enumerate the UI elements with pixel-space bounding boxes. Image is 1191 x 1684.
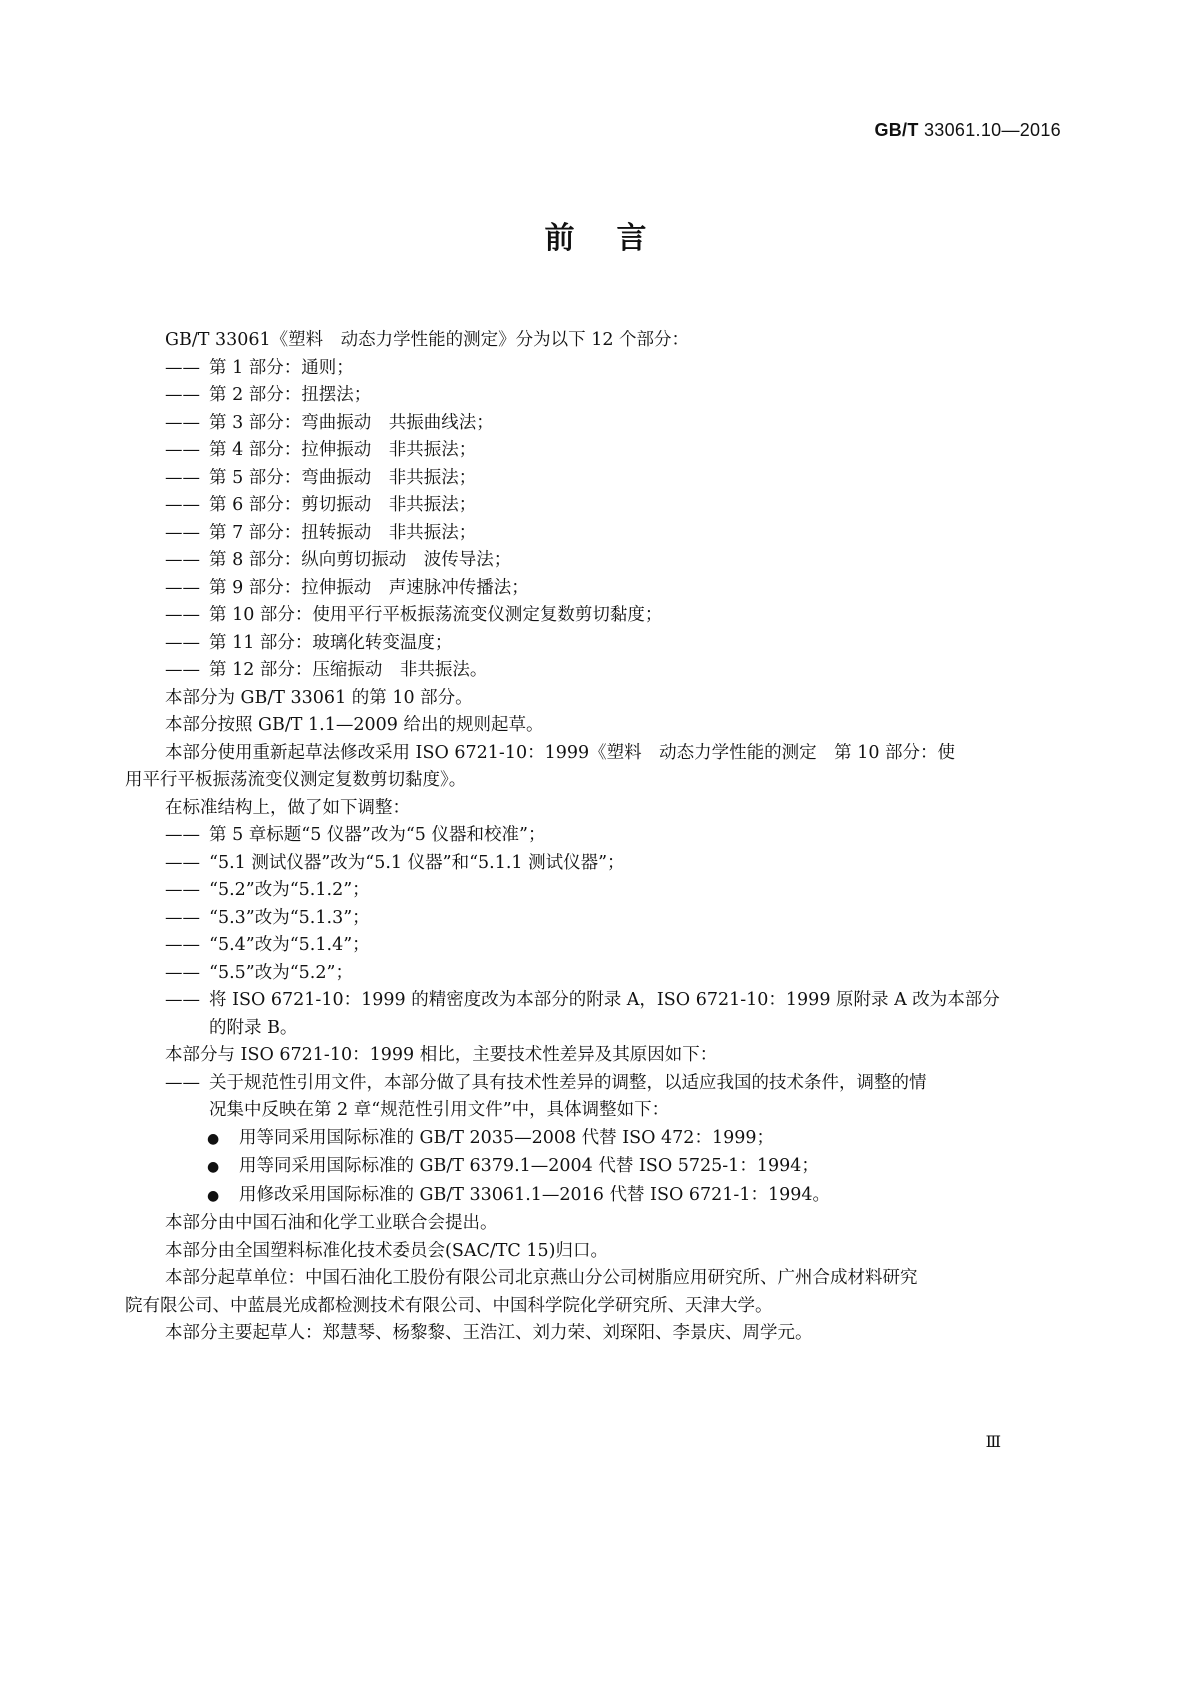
technical-differences-list — [165, 1070, 1060, 1211]
centralized-by-paragraph: 本部分由全国塑料标准化技术委员会(SAC/TC 15)归口。 — [165, 1240, 608, 1261]
list-item: —— 第 11 部分：玻璃化转变温度； — [165, 632, 453, 653]
list-item: —— “5.2”改为“5.1.2”； — [165, 880, 370, 900]
parts-list — [165, 355, 1060, 685]
foreword-body — [125, 327, 1060, 1348]
list-item-continuation: 的附录 B。 — [209, 1017, 298, 1038]
part-of-paragraph: 本部分为 GB/T 33061 的第 10 部分。 — [165, 687, 473, 708]
list-item: —— 第 5 章标题“5 仪器”改为“5 仪器和校准”； — [165, 825, 546, 845]
list-item: —— 关于规范性引用文件，本部分做了具有技术性差异的调整，以适应我国的技术条件，调整的情 — [165, 1072, 927, 1093]
page-title: 前言 — [544, 221, 689, 256]
intro-paragraph: GB/T 33061《塑料 动态力学性能的测定》分为以下 12 个部分： — [165, 330, 690, 350]
list-item: —— “5.3”改为“5.1.3”； — [165, 907, 370, 928]
structure-paragraph: 在标准结构上，做了如下调整： — [165, 797, 410, 818]
bullet-item: ● 用修改采用国际标准的 GB/T 33061.1—2016 代替 ISO 6721-1：1994。 — [165, 1182, 1060, 1211]
bullet-icon: ● — [207, 1130, 220, 1147]
list-item: —— “5.5”改为“5.2”； — [165, 962, 353, 983]
list-item: —— 第 3 部分：弯曲振动 共振曲线法； — [165, 412, 494, 433]
list-item: —— 第 6 部分：剪切振动 非共振法； — [165, 495, 477, 515]
standard-prefix: GB/T — [874, 120, 919, 140]
adoption-paragraph-line2: 用平行平板振荡流变仪测定复数剪切黏度》。 — [125, 770, 467, 790]
list-item: —— 第 10 部分：使用平行平板振荡流变仪测定复数剪切黏度； — [165, 605, 663, 625]
list-item: —— 第 1 部分：通则； — [165, 357, 354, 378]
standard-code — [874, 120, 1061, 141]
standard-number: 33061.10—2016 — [923, 120, 1061, 140]
drafting-rules-paragraph: 本部分按照 GB/T 1.1—2009 给出的规则起草。 — [165, 715, 544, 735]
list-item: —— 第 2 部分：扭摆法； — [165, 385, 372, 405]
list-item: —— 第 4 部分：拉伸振动 非共振法； — [165, 440, 477, 460]
bullet-item: ● 用等同采用国际标准的 GB/T 2035—2008 代替 ISO 472：1999； — [165, 1125, 1060, 1154]
list-item: —— 第 12 部分：压缩振动 非共振法。 — [165, 660, 488, 680]
list-item: —— 将 ISO 6721-10：1999 的精密度改为本部分的附录 A，ISO 6721-10：1999 原附录 A 改为本部分 — [165, 990, 1000, 1010]
proposed-by-paragraph: 本部分由中国石油和化学工业联合会提出。 — [165, 1213, 498, 1233]
list-item: —— 第 9 部分：拉伸振动 声速脉冲传播法； — [165, 577, 529, 598]
technical-differences-paragraph: 本部分与 ISO 6721-10：1999 相比，主要技术性差异及其原因如下： — [165, 1045, 718, 1065]
list-item: —— “5.1 测试仪器”改为“5.1 仪器”和“5.1.1 测试仪器”； — [165, 852, 625, 873]
bullet-icon: ● — [207, 1159, 220, 1175]
list-item-continuation: 况集中反映在第 2 章“规范性引用文件”中，具体调整如下： — [209, 1100, 670, 1120]
list-item: —— “5.4”改为“5.1.4”； — [165, 935, 370, 955]
page-number: Ⅲ — [985, 1432, 1001, 1451]
list-item: —— 第 7 部分：扭转振动 非共振法； — [165, 522, 477, 543]
list-item: —— 第 5 部分：弯曲振动 非共振法； — [165, 467, 477, 488]
structure-changes-list — [165, 822, 1060, 1042]
drafters-paragraph: 本部分主要起草人：郑慧琴、杨黎黎、王浩江、刘力荣、刘琛阳、李景庆、周学元。 — [165, 1323, 813, 1343]
bullet-item: ● 用等同采用国际标准的 GB/T 6379.1—2004 代替 ISO 5725-1：1994； — [165, 1153, 1060, 1182]
adoption-paragraph-line1: 本部分使用重新起草法修改采用 ISO 6721-10：1999《塑料 动态力学性能的测定 第 10 部分：使 — [165, 742, 956, 763]
drafting-units-line2: 院有限公司、中蓝晨光成都检测技术有限公司、中国科学院化学研究所、天津大学。 — [125, 1295, 773, 1316]
list-item: —— 第 8 部分：纵向剪切振动 波传导法； — [165, 550, 512, 570]
drafting-units-line1: 本部分起草单位：中国石油化工股份有限公司北京燕山分公司树脂应用研究所、广州合成材料研究 — [165, 1268, 918, 1288]
bullet-icon: ● — [207, 1187, 220, 1204]
